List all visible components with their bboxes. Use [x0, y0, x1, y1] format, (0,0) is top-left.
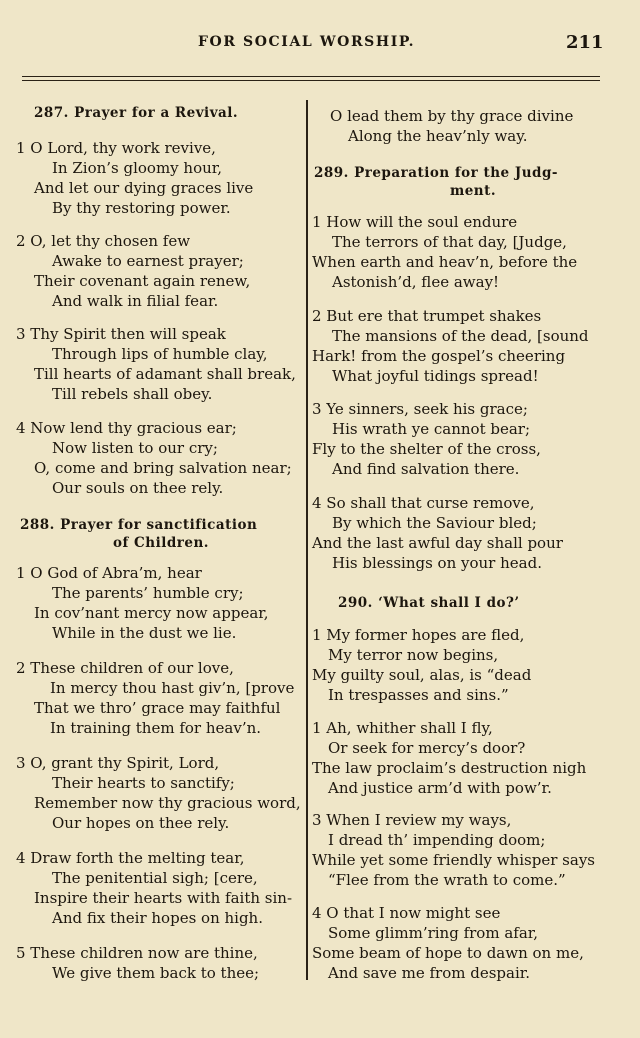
verse-line: Or seek for mercy’s door? [328, 739, 526, 757]
verse-line: 2 But ere that trumpet shakes [312, 307, 542, 325]
verse-line: The terrors of that day, [Judge, [332, 233, 567, 251]
verse-line: We give them back to thee; [52, 964, 260, 982]
verse-line: In training them for heav’n. [50, 719, 262, 737]
stanza-continued [312, 106, 602, 146]
verse-line: Their covenant again renew, [34, 272, 251, 290]
stanza [16, 138, 302, 218]
verse-line: And walk in filial fear. [52, 292, 219, 310]
stanza [312, 399, 602, 479]
verse-line: In trespasses and sins.” [328, 686, 509, 704]
stanza [16, 658, 302, 738]
verse-line: 3 O, grant thy Spirit, Lord, [16, 754, 220, 772]
verse-line: The mansions of the dead, [sound [332, 327, 589, 345]
verse-line: The parents’ humble cry; [52, 584, 244, 602]
hymn-title-line: 288. Prayer for sanctification [20, 517, 258, 533]
stanza [312, 810, 602, 890]
verse-line: By which the Saviour bled; [332, 514, 537, 532]
page-number: 211 [566, 32, 604, 53]
verse-line: My terror now begins, [328, 646, 499, 664]
verse-line: 1 How will the soul endure [312, 213, 518, 231]
hymn-title [314, 164, 602, 200]
verse-line: 3 When I review my ways, [312, 811, 512, 829]
hymn-title [20, 516, 302, 552]
verse-line: My guilty soul, alas, is “dead [312, 666, 532, 684]
hymn-title: 287. Prayer for a Revival. [34, 105, 239, 121]
verse-line: Remember now thy gracious word, [34, 794, 301, 812]
verse-line: “Flee from the wrath to come.” [328, 871, 566, 889]
header-rule [22, 76, 600, 81]
verse-line: O lead them by thy grace divine [330, 107, 574, 125]
verse-line: 4 So shall that curse remove, [312, 494, 535, 512]
stanza [16, 231, 302, 311]
verse-line: Our souls on thee rely. [52, 479, 224, 497]
hymn-title-line: of Children. [113, 535, 209, 551]
hymn-title: 290. ‘What shall I do?’ [338, 595, 520, 611]
verse-line: The penitential sigh; [cere, [52, 869, 258, 887]
verse-line: 4 Draw forth the melting tear, [16, 849, 245, 867]
verse-line: When earth and heav’n, before the [312, 253, 578, 271]
verse-line: Our hopes on thee rely. [52, 814, 230, 832]
verse-line: That we thro’ grace may faithful [34, 699, 281, 717]
verse-line: Some beam of hope to dawn on me, [312, 944, 584, 962]
verse-line: His wrath ye cannot bear; [332, 420, 531, 438]
stanza [16, 418, 302, 498]
verse-line: 2 These children of our love, [16, 659, 234, 677]
verse-line: Fly to the shelter of the cross, [312, 440, 541, 458]
verse-line: And let our dying graces live [34, 179, 254, 197]
verse-line: 5 These children now are thine, [16, 944, 258, 962]
verse-line: His blessings on your head. [332, 554, 542, 572]
verse-line: O, come and bring salvation near; [34, 459, 292, 477]
stanza [16, 753, 302, 833]
stanza [16, 943, 302, 983]
stanza [16, 324, 302, 404]
verse-line: While yet some friendly whisper says [312, 851, 595, 869]
column-divider [306, 100, 308, 980]
running-head [0, 34, 640, 58]
verse-line: Till rebels shall obey. [52, 385, 213, 403]
verse-line: The law proclaim’s destruction nigh [312, 759, 587, 777]
stanza [312, 625, 602, 705]
verse-line: 3 Thy Spirit then will speak [16, 325, 226, 343]
verse-line: And justice arm’d with pow’r. [328, 779, 552, 797]
verse-line: 3 Ye sinners, seek his grace; [312, 400, 528, 418]
verse-line: Along the heav’nly way. [348, 127, 528, 145]
stanza [312, 903, 602, 983]
verse-line: Some glimm’ring from afar, [328, 924, 539, 942]
verse-line: While in the dust we lie. [52, 624, 237, 642]
verse-line: Hark! from the gospel’s cheering [312, 347, 566, 365]
hymn-title-line: ment. [449, 183, 497, 199]
verse-line: And fix their hopes on high. [52, 909, 263, 927]
verse-line: And find salvation there. [332, 460, 520, 478]
verse-line: Their hearts to sanctify; [52, 774, 235, 792]
verse-line: 2 O, let thy chosen few [16, 232, 191, 250]
stanza [312, 493, 602, 573]
verse-line: And the last awful day shall pour [312, 534, 563, 552]
verse-line: In cov’nant mercy now appear, [34, 604, 269, 622]
stanza [16, 848, 302, 928]
stanza [16, 563, 302, 643]
verse-line: 4 Now lend thy gracious ear; [16, 419, 237, 437]
verse-line: And save me from despair. [328, 964, 531, 982]
verse-line: 1 O God of Abra’m, hear [16, 564, 202, 582]
verse-line: In Zion’s gloomy hour, [52, 159, 223, 177]
verse-line: Inspire their hearts with faith sin- [34, 889, 293, 907]
verse-line: Now listen to our cry; [52, 439, 218, 457]
verse-line: By thy restoring power. [52, 199, 231, 217]
verse-line: 4 O that I now might see [312, 904, 501, 922]
verse-line: In mercy thou hast giv’n, [prove [50, 679, 295, 697]
verse-line: Astonish’d, flee away! [332, 273, 500, 291]
stanza [312, 306, 602, 386]
verse-line: 1 Ah, whither shall I fly, [312, 719, 493, 737]
verse-line: I dread th’ impending doom; [328, 831, 546, 849]
stanza [312, 718, 602, 798]
verse-line: Through lips of humble clay, [52, 345, 268, 363]
verse-line: 1 O Lord, thy work revive, [16, 139, 216, 157]
verse-line: Awake to earnest prayer; [52, 252, 244, 270]
hymn-title-line: 289. Preparation for the Judg- [314, 165, 559, 181]
verse-line: What joyful tidings spread! [332, 367, 539, 385]
running-title: FOR SOCIAL WORSHIP. [198, 34, 416, 50]
verse-line: 1 My former hopes are fled, [312, 626, 525, 644]
verse-line: Till hearts of adamant shall break, [34, 365, 296, 383]
stanza [312, 212, 602, 292]
